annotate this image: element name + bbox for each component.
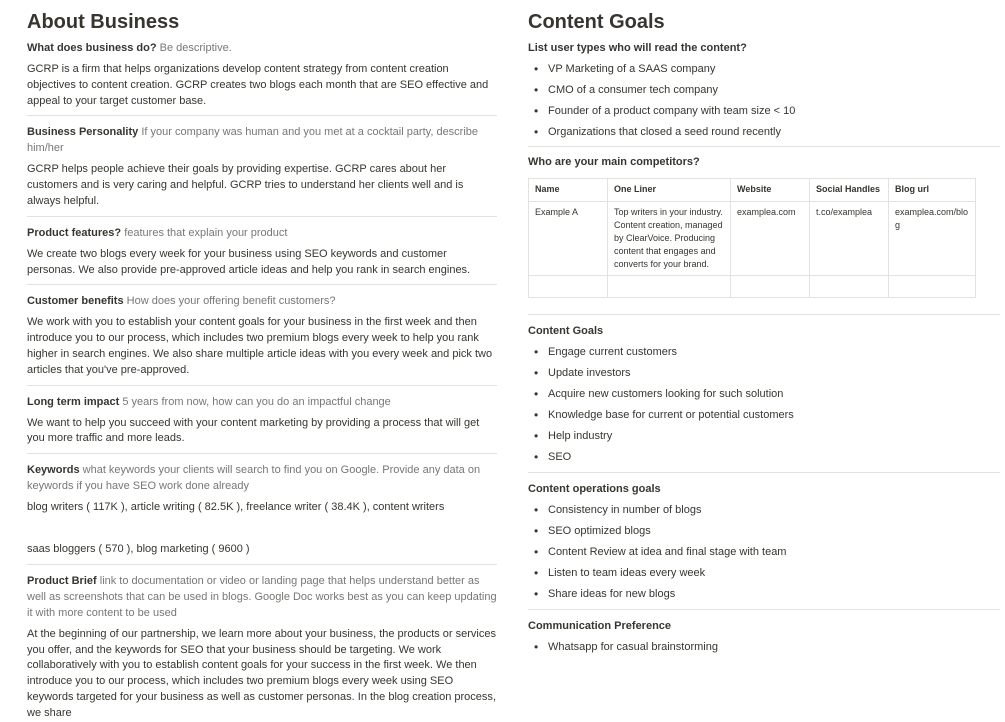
- section-communication: [528, 618, 1000, 658]
- section-answer[interactable]: GCRP helps people achieve their goals by providing expertise. GCRP cares about her customers and is very caring and helpful. GCRP tries to understand her clients well and is always helpful.: [27, 163, 464, 207]
- section-label: Keywords: [27, 464, 80, 477]
- section-label: Business Personality: [27, 126, 139, 139]
- table-cell[interactable]: [889, 276, 976, 298]
- section-product-features: [27, 225, 497, 286]
- section-customer-benefits: [27, 293, 497, 385]
- section-hint: link to documentation or video or landing page that helps understand better as well as screenshots that can be used in blogs. Google Doc works best as you can keep updating it with more content to be used: [27, 574, 497, 619]
- section-answer[interactable]: At the beginning of our partnership, we learn more about your business, the products or services you offer, and the keywords for SEO that your business should be targeting. We work collaboratively with you to establish content goals for your success in the first week. We then introduce you to our process, which includes two premium blogs every week using SEO keywords targeted for your business as well as customer personas. In the blog creation process, we share: [27, 627, 496, 719]
- list-item[interactable]: • Share ideas for new blogs: [548, 584, 1000, 605]
- list-item[interactable]: • Whatsapp for casual brainstorming: [548, 637, 1000, 658]
- list-item[interactable]: • Update investors: [548, 363, 1000, 384]
- table-row-empty: [529, 276, 976, 298]
- list-item[interactable]: • SEO optimized blogs: [548, 521, 1000, 542]
- table-cell[interactable]: examplea.com/blog: [889, 202, 976, 276]
- section-label: List user types who will read the content?: [528, 42, 747, 54]
- section-hint: How does your offering benefit customers?: [126, 295, 336, 308]
- section-label: Communication Preference: [528, 620, 672, 632]
- list-item[interactable]: • Listen to team ideas every week: [548, 563, 1000, 584]
- section-label: Customer benefits: [27, 295, 124, 308]
- header-name[interactable]: Name: [529, 179, 608, 202]
- operations-goals-list: [528, 500, 1000, 605]
- section-label: Product Brief: [27, 574, 97, 587]
- user-types-list: [528, 59, 1000, 143]
- list-item[interactable]: • Consistency in number of blogs: [548, 500, 1000, 521]
- section-long-term-impact: [27, 394, 497, 455]
- section-label: What does business do?: [27, 42, 157, 54]
- header-one-liner[interactable]: One Liner: [608, 179, 731, 202]
- section-answer[interactable]: We create two blogs every week for your business using SEO keywords and customer personas. We also provide pre-approved article ideas and help you rank in search engines.: [27, 247, 471, 276]
- section-hint: features that explain your product: [124, 226, 288, 239]
- section-label: Who are your main competitors?: [528, 156, 700, 168]
- table-cell[interactable]: examplea.com: [731, 202, 810, 276]
- content-goals-list: [528, 342, 1000, 468]
- content-goals-column: [528, 0, 1000, 658]
- section-what-business-does: [27, 40, 497, 116]
- table-cell[interactable]: [810, 276, 889, 298]
- content-goals-title: Content Goals: [528, 11, 665, 33]
- section-product-brief: [27, 573, 497, 722]
- header-social-handles[interactable]: Social Handles: [810, 179, 889, 202]
- section-user-types: [528, 40, 1000, 147]
- table-header-row: [529, 179, 976, 202]
- section-answer[interactable]: GCRP is a firm that helps organizations develop content strategy from content creation objectives to content creation. GCRP creates two blogs each month that are SEO effective and appeal to your target customer base.: [27, 63, 489, 107]
- list-item[interactable]: • VP Marketing of a SAAS company: [548, 59, 1000, 80]
- list-item[interactable]: • Organizations that closed a seed round recently: [548, 122, 1000, 143]
- section-operations-goals: [528, 481, 1000, 610]
- table-row: [529, 202, 976, 276]
- list-item[interactable]: • Knowledge base for current or potential customers: [548, 405, 1000, 426]
- table-cell[interactable]: [608, 276, 731, 298]
- section-competitors: [528, 154, 1000, 315]
- section-keywords: [27, 462, 497, 565]
- table-cell[interactable]: t.co/examplea: [810, 202, 889, 276]
- section-business-personality: [27, 124, 497, 216]
- section-label: Long term impact: [27, 395, 120, 408]
- section-hint: If your company was human and you met at a cocktail party, describe him/her: [27, 126, 479, 155]
- about-business-column: [27, 0, 497, 722]
- list-item[interactable]: • SEO: [548, 447, 1000, 468]
- section-hint: what keywords your clients will search to find you on Google. Provide any data on keywords if you have SEO work done already: [27, 464, 481, 493]
- section-label: Content Goals: [528, 325, 604, 337]
- list-item[interactable]: • Engage current customers: [548, 342, 1000, 363]
- table-cell[interactable]: [731, 276, 810, 298]
- section-answer-continued[interactable]: saas bloggers ( 570 ), blog marketing ( 9600 ): [27, 542, 250, 555]
- list-item[interactable]: • Acquire new customers looking for such solution: [548, 384, 1000, 405]
- section-answer[interactable]: We want to help you succeed with your content marketing by providing a process that will get you more traffic and more leads.: [27, 416, 480, 445]
- section-answer[interactable]: We work with you to establish your content goals for your business in the first week and then introduce you to our process, which includes two premium blogs every week to help you rank higher in search engines. We also share multiple article ideas with you every week and pick two articles that you've pre-approved.: [27, 316, 493, 376]
- list-item[interactable]: • Content Review at idea and final stage with team: [548, 542, 1000, 563]
- list-item[interactable]: • Help industry: [548, 426, 1000, 447]
- communication-list: [528, 637, 1000, 658]
- about-business-title: About Business: [27, 11, 180, 33]
- section-hint: Be descriptive.: [159, 42, 232, 54]
- list-item[interactable]: • Founder of a product company with team size < 10: [548, 101, 1000, 122]
- table-cell[interactable]: Example A: [529, 202, 608, 276]
- section-hint: 5 years from now, how can you do an impactful change: [122, 395, 391, 408]
- section-answer[interactable]: blog writers ( 117K ), article writing ( 82.5K ), freelance writer ( 38.4K ), content writers: [27, 501, 445, 514]
- section-content-goals: [528, 323, 1000, 473]
- section-label: Product features?: [27, 226, 122, 239]
- section-label: Content operations goals: [528, 483, 661, 495]
- header-website[interactable]: Website: [731, 179, 810, 202]
- table-cell[interactable]: [529, 276, 608, 298]
- list-item[interactable]: • CMO of a consumer tech company: [548, 80, 1000, 101]
- competitors-table: [528, 178, 976, 298]
- table-cell[interactable]: Top writers in your industry. Content creation, managed by ClearVoice. Producing content that engages and converts for your brand.: [608, 202, 731, 276]
- header-blog-url[interactable]: Blog url: [889, 179, 976, 202]
